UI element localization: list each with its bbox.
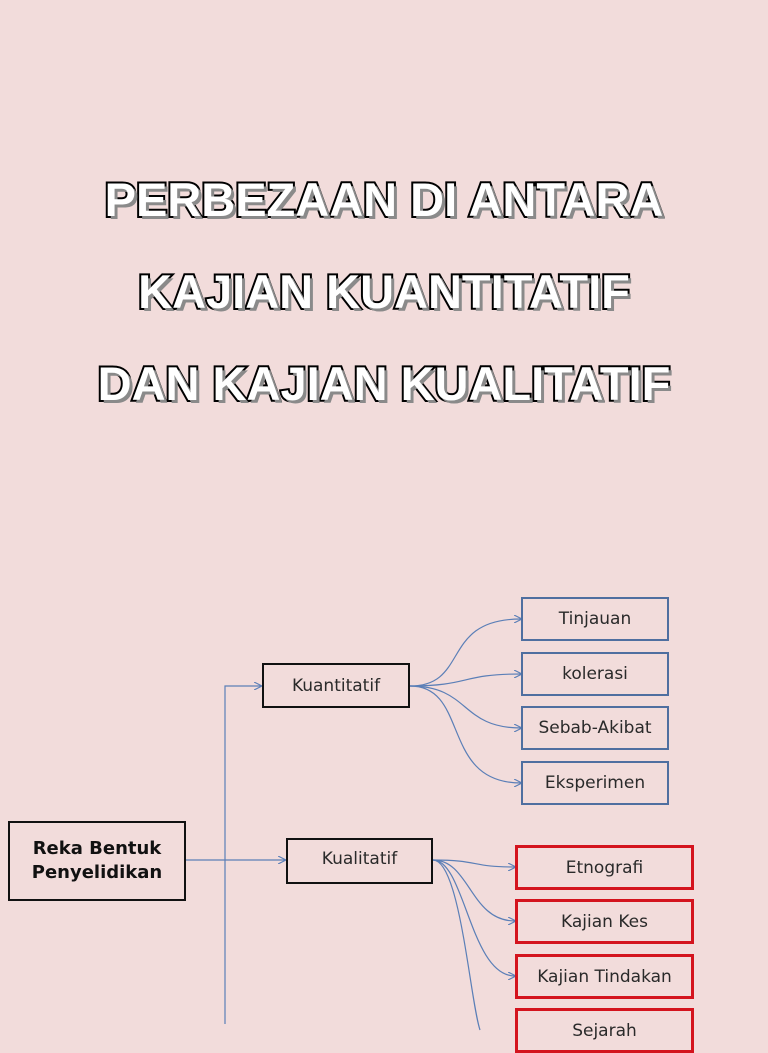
kajian-tindakan-label: Kajian Tindakan [537,966,672,987]
kajian-kes-box [515,899,694,944]
kolerasi-label: kolerasi [562,664,628,684]
connector-kualitatif-to-kajian-kes [433,860,515,921]
connector-kuantitatif-to-sebab-akibat [410,686,521,728]
kualitatif-box [286,838,433,884]
kajian-tindakan-box [515,954,694,999]
title-line-2: KAJIAN KUANTITATIF [138,265,630,318]
title-line-1: PERBEZAAN DI ANTARA [104,173,664,226]
tinjauan-label: Tinjauan [558,609,632,629]
connector-kuantitatif-to-tinjauan [410,619,521,686]
kolerasi-box [521,652,669,696]
sebab-akibat-box [521,706,669,750]
connector-kualitatif-to-kajian-tindakan [433,860,515,976]
etnografi-label: Etnografi [565,857,644,878]
kuantitatif-label: Kuantitatif [291,675,381,696]
eksperimen-box [521,761,669,805]
kajian-kes-label: Kajian Kes [561,911,648,932]
connector-trunk [225,686,261,1024]
sejarah-label: Sejarah [572,1021,637,1041]
sejarah-box [515,1008,694,1053]
root-box [8,821,186,901]
tinjauan-box [521,597,669,641]
sebab-akibat-label: Sebab-Akibat [538,718,652,738]
connector-kuantitatif-to-eksperimen [410,686,521,783]
kuantitatif-box [262,663,410,708]
kualitatif-label: Kualitatif [321,849,398,869]
root-label: Reka Bentuk Penyelidikan [31,838,163,883]
eksperimen-label: Eksperimen [544,773,646,793]
etnografi-box [515,845,694,890]
title-line-3: DAN KAJIAN KUALITATIF [97,357,671,410]
